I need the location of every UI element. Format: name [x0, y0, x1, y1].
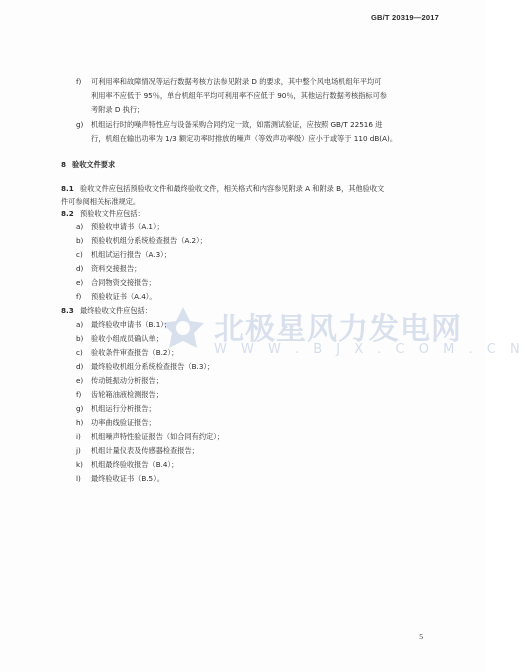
list-item: 机组运行分析报告； [91, 404, 156, 413]
list-marker: d) [76, 264, 84, 273]
item-line: 行，机组在输出功率为 1/3 额定功率时排放的噪声（等效声功率级）应小于或等于 110 dB(A)。 [91, 134, 398, 143]
list-marker: c) [76, 250, 83, 259]
list-marker: a) [76, 222, 84, 231]
list-marker: a) [76, 320, 84, 329]
list-marker: e) [76, 278, 84, 287]
list-item: 机组试运行报告（A.3）； [91, 250, 171, 259]
watermark-url: W W W . B J X . C O M . C N [214, 342, 525, 357]
list-item: 机组计量仪表及传感器检查报告； [91, 446, 199, 455]
clause-number: 8.1 [61, 184, 74, 193]
standard-header: GB/T 20319—2017 [370, 13, 439, 22]
list-marker: e) [76, 376, 84, 385]
list-item: 传动链振动分析报告； [91, 376, 163, 385]
list-marker: b) [76, 334, 84, 343]
page-number: 5 [419, 632, 423, 641]
list-item: 机组噪声特性验证报告（如合同有约定）； [91, 432, 224, 441]
list-marker: l) [76, 474, 81, 483]
section-title: 验收文件要求 [72, 160, 116, 169]
list-item: 最终验收证书（B.5）。 [91, 474, 164, 483]
list-item: 资料交接报告； [91, 264, 142, 273]
watermark-logo-icon [160, 305, 206, 351]
item-line: 机组运行时的噪声特性应与设备采购合同约定一致，如需测试验证，应按照 GB/T 22516 进 [91, 120, 383, 129]
clause-number: 8.3 [61, 306, 74, 315]
item-marker: f) [76, 77, 82, 86]
list-marker: g) [76, 404, 84, 413]
list-marker: c) [76, 348, 83, 357]
clause-intro: 预验收文件应包括： [80, 209, 145, 218]
list-marker: h) [76, 418, 84, 427]
list-marker: f) [76, 292, 82, 301]
item-marker: g) [76, 120, 84, 129]
list-item: 预验收证书（A.4）。 [91, 292, 157, 301]
list-item: 功率曲线验证报告； [91, 418, 156, 427]
list-marker: j) [76, 446, 81, 455]
list-marker: f) [76, 390, 82, 399]
list-item: 预验收申请书（A.1）； [91, 222, 164, 231]
item-line: 可利用率和故障情况等运行数据考核方法参见附录 D 的要求，其中整个风电场机组年平均可 [91, 77, 382, 86]
list-item: 齿轮箱油液检测报告； [91, 390, 163, 399]
section-number: 8 [61, 160, 67, 169]
clause-line: 件可参阅相关标准规定。 [61, 197, 141, 206]
list-marker: d) [76, 362, 84, 371]
clause-number: 8.2 [61, 209, 74, 218]
list-item: 验收小组成员确认单； [91, 334, 163, 343]
list-marker: i) [76, 432, 81, 441]
list-item: 机组最终验收报告（B.4）； [91, 460, 179, 469]
item-line: 利用率不应低于 95％，单台机组年平均可利用率不应低于 90％，其他运行数据考核指标可参 [91, 91, 387, 100]
clause-line: 验收文件应包括预验收文件和最终验收文件，相关格式和内容参见附录 A 和附录 B，其他验收文 [80, 184, 385, 193]
list-item: 最终验收申请书（B.1）； [91, 320, 172, 329]
list-item: 验收条件审查报告（B.2）； [91, 348, 179, 357]
list-item: 最终验收机组分系统检查报告（B.3）； [91, 362, 215, 371]
list-item: 预验收机组分系统检查报告（A.2）； [91, 236, 207, 245]
item-line: 考附录 D 执行； [91, 105, 145, 114]
watermark-text: 北极星风力发电网 [214, 312, 462, 347]
list-marker: b) [76, 236, 84, 245]
list-item: 合同物资交接报告； [91, 278, 156, 287]
list-marker: k) [76, 460, 83, 469]
clause-intro: 最终验收文件应包括： [80, 306, 152, 315]
